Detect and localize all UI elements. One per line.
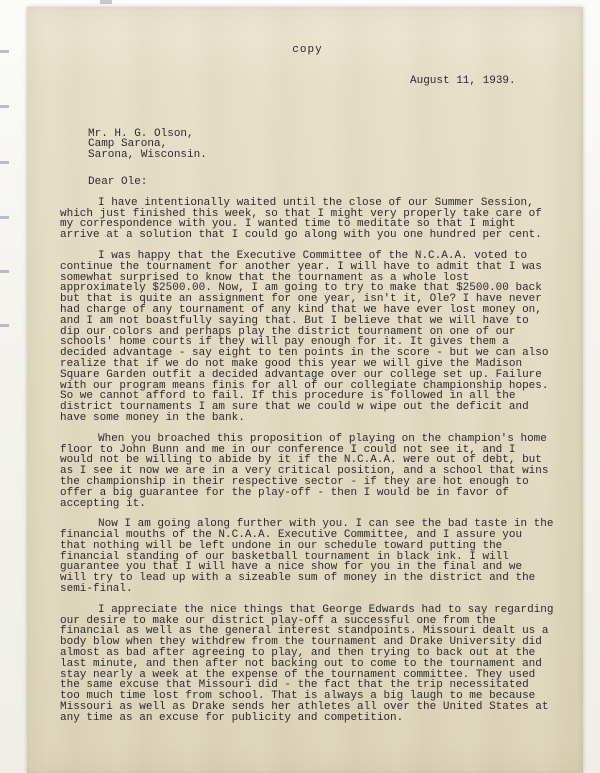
scan-artifact-mark [0, 161, 9, 164]
letter-page [27, 7, 583, 773]
scan-artifact-mark [0, 105, 9, 108]
letter-body [60, 198, 555, 724]
paragraph-5: I appreciate the nice things that George Edwards had to say regarding our desire to make our district play-off a successful one from the financial as well as the general interest standpoints. Missouri dealt us a body blow when they withdrew from the tournament and Drake University did almost as bad after agreeing to play, and then trying to back out at the last minute, and then after not backing out to come to the tournament and stay nearly a week at the expense of the tournament committee. They used the same excuse that Missouri did - the fact that the trip necessitated too much time lost from school. That is always a big laugh to me because Missouri as well as Drake sends her athletes all over the United States at any time as an excuse for publicity and competition. [60, 603, 554, 724]
salutation: Dear Ole: [88, 175, 148, 188]
recipient-address [60, 129, 555, 161]
paragraph-4: Now I am going along further with you. I can see the bad taste in the financial mouths of the N.C.A.A. Executive Committee, and I assure you that nothing will be left undone in our schedule toward putting the financial standing of our basketball tournament in black ink. I will guarantee you that I will have a nice show for you in the final and we will try to lead up with a sizeable sum of money in the district and the semi-final. [60, 518, 554, 596]
letter-date: August 11, 1939. [410, 74, 516, 87]
recipient-city-line: Sarona, Wisconsin. [88, 149, 207, 162]
scan-artifact-mark [100, 0, 112, 4]
copy-label: copy [292, 44, 323, 56]
paragraph-2: I was happy that the Executive Committee of the N.C.A.A. voted to continue the tournament for another year. I will have to admit that I was somewhat surprised to know that the tournament as a whole lost approximately $2500.00. Now, I am going to try to make that $2500.00 back but that is quite an assignment for one year, isn't it, Ole? I have never had charge of any tournament of any kind that we have ever lost money on, and I am not boastfully saying that. But I believe that we will have to dip our colors and perhaps play the district tournament on one of our schools' home courts if they will pay enough for it. It gives them a decided advantage - say eight to ten points in the score - but we can also realize that if we do not make good this year we will give the Madison Square Garden outfit a decided advantage over our college set up. Failure with our program means finis for all of our collegiate championship hopes. So we cannot afford to fail. If this procedure is followed in all the district tournaments I am sure that we could w wipe out the deficit and have some money in the bank. [60, 249, 549, 424]
paragraph-1: I have intentionally waited until the close of our Summer Session, which just finished this week, so that I might very properly take care of my correspondence with you. I wanted time to meditate so that I might arrive at a solution that I could go along with you one hundred per cent. [60, 196, 542, 242]
recipient-name-line: Mr. H. G. Olson, [88, 127, 194, 140]
scan-artifact-mark [0, 324, 9, 327]
recipient-address-line: Camp Sarona, [88, 138, 168, 151]
scan-artifact-mark [0, 50, 9, 53]
scan-artifact-mark [0, 270, 9, 273]
paragraph-3: When you broached this proposition of playing on the champion's home floor to John Bunn and me in our conference I could not see it, and I would not be willing to abide by it if the N.C.A.A. were out of debt, but as I see it now we are in a very critical position, and a school that wins the championship in their respective sector - if they are hot enough to offer a big guarantee for the play-off - then I would be in favor of accepting it. [60, 432, 549, 510]
scan-artifact-mark [0, 216, 9, 219]
